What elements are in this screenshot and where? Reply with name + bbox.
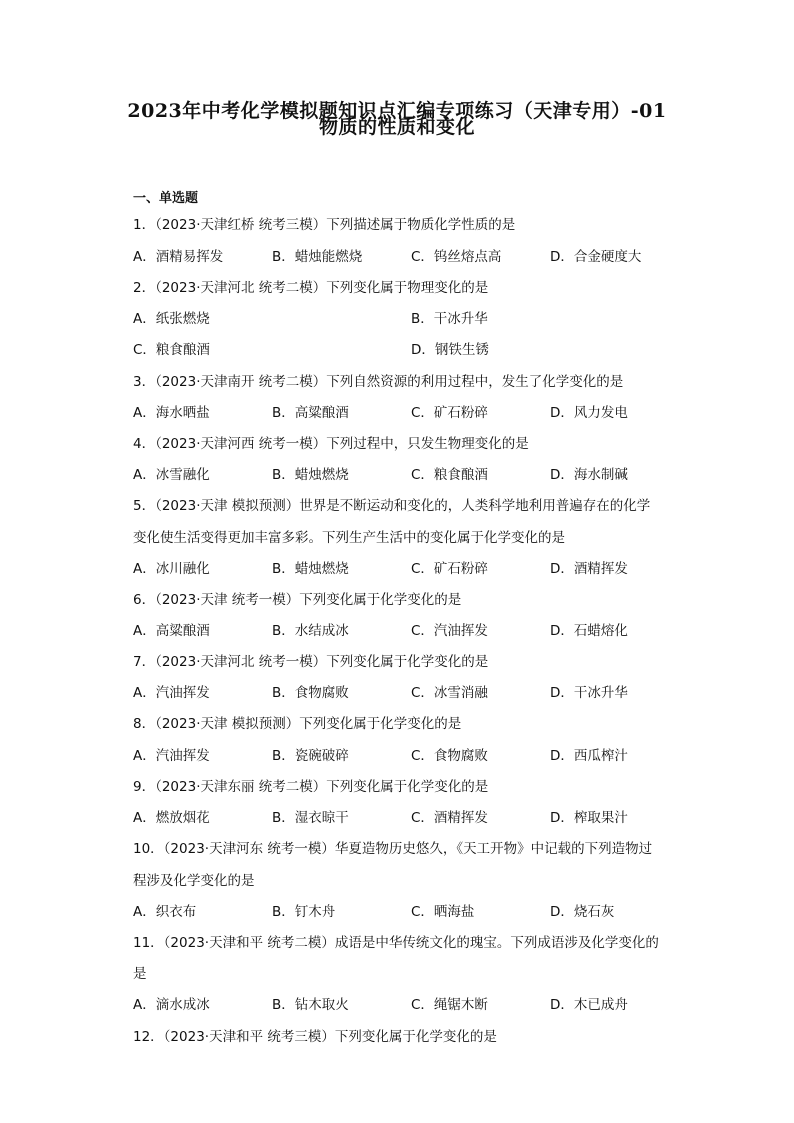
- answer-option: C．食物腐败: [411, 748, 488, 764]
- answer-option: D．风力发电: [550, 405, 628, 421]
- answer-option: A．汽油挥发: [133, 685, 210, 701]
- answer-option: B．瓷碗破碎: [272, 748, 349, 764]
- answer-option: B．蜡烛燃烧: [272, 467, 349, 483]
- answer-option: A．冰川融化: [133, 561, 210, 577]
- answer-option: B．水结成冰: [272, 623, 349, 639]
- question-text: 4．（2023·天津河西 统考一模）下列过程中，只发生物理变化的是: [133, 436, 529, 452]
- answer-option: B．钉木舟: [272, 904, 336, 920]
- answer-option: C．粮食酿酒: [133, 342, 210, 358]
- answer-option: B．高粱酿酒: [272, 405, 349, 421]
- answer-option: B．干冰升华: [411, 311, 488, 327]
- answer-option: D．海水制碱: [550, 467, 628, 483]
- answer-option: D．合金硬度大: [550, 249, 642, 265]
- answer-option: A．汽油挥发: [133, 748, 210, 764]
- answer-option: A．燃放烟花: [133, 810, 210, 826]
- answer-option: C．矿石粉碎: [411, 405, 488, 421]
- answer-option: D．木已成舟: [550, 997, 628, 1013]
- answer-option: A．高粱酿酒: [133, 623, 210, 639]
- document-subtitle: 物质的性质和变化: [318, 116, 475, 138]
- answer-option: A．织衣布: [133, 904, 197, 920]
- answer-option: C．矿石粉碎: [411, 561, 488, 577]
- answer-option: A．冰雪融化: [133, 467, 210, 483]
- answer-option: C．晒海盐: [411, 904, 475, 920]
- question-text: 1．（2023·天津红桥 统考三模）下列描述属于物质化学性质的是: [133, 217, 516, 233]
- answer-option: B．蜡烛能燃烧: [272, 249, 363, 265]
- question-text: 程涉及化学变化的是: [133, 873, 255, 889]
- answer-option: D．榨取果汁: [550, 810, 628, 826]
- question-text: 7．（2023·天津河北 统考一模）下列变化属于化学变化的是: [133, 654, 489, 670]
- question-text: 8．（2023·天津 模拟预测）下列变化属于化学变化的是: [133, 716, 462, 732]
- section-heading: 一、单选题: [133, 191, 199, 206]
- answer-option: D．西瓜榨汁: [550, 748, 628, 764]
- answer-option: D．干冰升华: [550, 685, 628, 701]
- answer-option: C．绳锯木断: [411, 997, 488, 1013]
- answer-option: A．滴水成冰: [133, 997, 210, 1013]
- document-title: 2023年中考化学模拟题知识点汇编专项练习（天津专用）-01: [127, 100, 667, 122]
- answer-option: C．钨丝熔点高: [411, 249, 502, 265]
- question-text: 是: [133, 966, 147, 982]
- answer-option: B．钻木取火: [272, 997, 349, 1013]
- question-text: 10．（2023·天津河东 统考一模）华夏造物历史悠久，《天工开物》中记载的下列造物过: [133, 841, 653, 857]
- question-text: 11．（2023·天津和平 统考二模）成语是中华传统文化的瑰宝。下列成语涉及化学变化的: [133, 935, 659, 951]
- question-text: 12．（2023·天津和平 统考三模）下列变化属于化学变化的是: [133, 1029, 497, 1045]
- answer-option: D．烧石灰: [550, 904, 615, 920]
- answer-option: A．海水晒盐: [133, 405, 210, 421]
- answer-option: A．酒精易挥发: [133, 249, 224, 265]
- answer-option: D．石蜡熔化: [550, 623, 628, 639]
- answer-option: C．冰雪消融: [411, 685, 488, 701]
- question-text: 2．（2023·天津河北 统考二模）下列变化属于物理变化的是: [133, 280, 489, 296]
- question-text: 6．（2023·天津 统考一模）下列变化属于化学变化的是: [133, 592, 462, 608]
- answer-option: B．湿衣晾干: [272, 810, 349, 826]
- answer-option: D．酒精挥发: [550, 561, 628, 577]
- answer-option: A．纸张燃烧: [133, 311, 210, 327]
- answer-option: C．酒精挥发: [411, 810, 488, 826]
- question-text: 9．（2023·天津东丽 统考二模）下列变化属于化学变化的是: [133, 779, 489, 795]
- question-text: 5．（2023·天津 模拟预测）世界是不断运动和变化的，人类科学地利用普遍存在的化学: [133, 498, 651, 514]
- answer-option: D．钢铁生锈: [411, 342, 489, 358]
- answer-option: C．汽油挥发: [411, 623, 488, 639]
- answer-option: C．粮食酿酒: [411, 467, 488, 483]
- question-text: 变化使生活变得更加丰富多彩。下列生产生活中的变化属于化学变化的是: [133, 530, 565, 546]
- answer-option: B．蜡烛燃烧: [272, 561, 349, 577]
- answer-option: B．食物腐败: [272, 685, 349, 701]
- question-text: 3．（2023·天津南开 统考二模）下列自然资源的利用过程中，发生了化学变化的是: [133, 374, 624, 390]
